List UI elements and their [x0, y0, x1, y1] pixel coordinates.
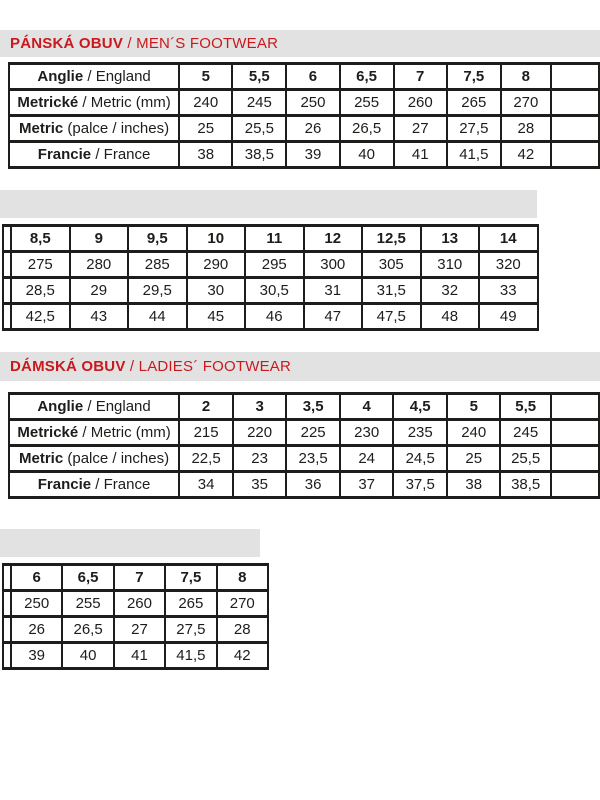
size-value-cell: 280 [70, 252, 129, 278]
size-value-cell: 26,5 [62, 617, 113, 643]
size-value-cell: 265 [447, 90, 501, 116]
size-value-cell: 49 [479, 304, 538, 330]
size-value-cell: 34 [179, 472, 233, 498]
size-value-cell: 270 [217, 591, 268, 617]
size-value-cell: 37,5 [393, 472, 447, 498]
size-value-cell: 39 [11, 643, 62, 669]
size-value-row [9, 420, 599, 446]
size-header-cell: 9,5 [128, 226, 187, 252]
size-value-cell: 235 [393, 420, 447, 446]
size-value-cell: 240 [447, 420, 500, 446]
size-header-cell: 7,5 [447, 64, 501, 90]
size-value-cell: 43 [70, 304, 129, 330]
continuation-bar-ladies [0, 529, 260, 557]
size-value-cell: 240 [179, 90, 232, 116]
size-header-cell: 6,5 [340, 64, 394, 90]
size-header-cell: 8 [501, 64, 551, 90]
size-value-cell: 27 [114, 617, 165, 643]
size-value-row [9, 472, 599, 498]
size-value-cell: 45 [187, 304, 246, 330]
cut-column-sliver [3, 252, 11, 278]
size-value-cell: 30 [187, 278, 246, 304]
cut-column-sliver [551, 142, 599, 168]
size-value-cell: 265 [165, 591, 216, 617]
row-label-english: (palce / inches) [63, 450, 170, 467]
row-label-cell [9, 420, 179, 446]
size-value-cell: 26 [11, 617, 62, 643]
size-value-cell: 26 [286, 116, 339, 142]
size-value-cell: 29,5 [128, 278, 187, 304]
size-header-cell: 2 [179, 394, 233, 420]
row-label-english: (palce / inches) [63, 120, 170, 137]
cut-column-sliver [3, 278, 11, 304]
size-value-row [9, 116, 599, 142]
size-header-cell: 5 [447, 394, 500, 420]
size-value-cell: 40 [62, 643, 113, 669]
men-sizes-table-part2 [2, 224, 539, 331]
size-header-cell: 4,5 [393, 394, 447, 420]
size-value-cell: 23,5 [286, 446, 340, 472]
ladies-sizes-table-part2 [2, 563, 269, 670]
size-value-cell: 255 [340, 90, 394, 116]
size-value-cell: 40 [340, 142, 394, 168]
size-value-cell: 215 [179, 420, 233, 446]
size-value-cell: 38 [179, 142, 232, 168]
size-header-cell: 12,5 [362, 226, 421, 252]
size-value-cell: 220 [233, 420, 286, 446]
size-value-cell: 33 [479, 278, 538, 304]
size-header-row [3, 226, 538, 252]
cut-column-sliver [551, 64, 599, 90]
size-value-cell: 42 [217, 643, 268, 669]
cut-column-sliver [3, 643, 11, 669]
size-value-cell: 25,5 [500, 446, 551, 472]
size-value-cell: 28 [501, 116, 551, 142]
row-label-czech: Francie [37, 146, 92, 163]
size-header-cell: 3,5 [286, 394, 340, 420]
cut-column-sliver [551, 420, 599, 446]
row-label-cell [9, 116, 179, 142]
row-label-cell [9, 446, 179, 472]
row-label-english: / France [91, 476, 151, 493]
size-value-cell: 38 [447, 472, 500, 498]
continuation-bar-men [0, 190, 537, 218]
row-label-cell [9, 90, 179, 116]
size-value-cell: 245 [500, 420, 551, 446]
section-title-men-english: / MEN´S FOOTWEAR [123, 35, 279, 52]
size-value-row [3, 304, 538, 330]
section-title-men-czech: PÁNSKÁ OBUV [10, 35, 124, 52]
row-label-english: / England [83, 398, 151, 415]
row-label-czech: Anglie [37, 398, 84, 415]
size-value-row [9, 446, 599, 472]
size-value-row [3, 643, 268, 669]
cut-column-sliver [551, 90, 599, 116]
cut-column-sliver [3, 591, 11, 617]
size-header-cell: 7,5 [165, 565, 216, 591]
size-value-row [3, 278, 538, 304]
row-label-czech: Metric [19, 120, 64, 137]
size-value-cell: 28 [217, 617, 268, 643]
size-value-cell: 270 [501, 90, 551, 116]
size-conversion-table [2, 224, 539, 331]
row-label-english: / England [83, 68, 151, 85]
row-label-czech: Metric [19, 450, 64, 467]
size-value-cell: 27,5 [447, 116, 501, 142]
size-header-cell: 12 [304, 226, 363, 252]
size-value-cell: 27 [394, 116, 447, 142]
size-value-cell: 31,5 [362, 278, 421, 304]
cut-column-sliver [3, 565, 11, 591]
size-conversion-table [8, 62, 600, 169]
size-header-cell: 14 [479, 226, 538, 252]
men-sizes-table-part1 [8, 62, 600, 169]
size-value-cell: 29 [70, 278, 129, 304]
size-value-cell: 285 [128, 252, 187, 278]
size-value-cell: 245 [232, 90, 286, 116]
cut-column-sliver [551, 394, 599, 420]
size-value-cell: 260 [394, 90, 447, 116]
size-header-cell: 7 [114, 565, 165, 591]
size-header-cell: 8,5 [11, 226, 70, 252]
row-label-czech: Anglie [37, 68, 84, 85]
size-header-row [9, 64, 599, 90]
cut-column-sliver [3, 226, 11, 252]
size-value-cell: 37 [340, 472, 393, 498]
size-header-row [3, 565, 268, 591]
size-header-cell: 5 [179, 64, 232, 90]
size-value-cell: 36 [286, 472, 340, 498]
size-header-cell: 13 [421, 226, 480, 252]
size-value-cell: 44 [128, 304, 187, 330]
size-value-cell: 41,5 [165, 643, 216, 669]
size-value-cell: 250 [11, 591, 62, 617]
row-label-czech: Metrické [17, 424, 79, 441]
size-header-cell: 8 [217, 565, 268, 591]
size-value-cell: 25,5 [232, 116, 286, 142]
size-value-cell: 275 [11, 252, 70, 278]
size-value-cell: 42 [501, 142, 551, 168]
size-value-cell: 25 [179, 116, 232, 142]
size-value-cell: 41,5 [447, 142, 501, 168]
size-value-cell: 295 [245, 252, 304, 278]
size-value-cell: 47 [304, 304, 363, 330]
cut-column-sliver [551, 446, 599, 472]
section-header-ladies [0, 352, 600, 381]
row-label-english: / Metric (mm) [78, 94, 171, 111]
size-value-row [3, 252, 538, 278]
size-header-cell: 10 [187, 226, 246, 252]
section-title-ladies [0, 358, 291, 375]
size-header-cell: 7 [394, 64, 447, 90]
section-title-men [0, 35, 278, 52]
row-label-english: / Metric (mm) [78, 424, 171, 441]
size-header-cell: 5,5 [500, 394, 551, 420]
size-value-cell: 300 [304, 252, 363, 278]
size-value-cell: 41 [114, 643, 165, 669]
size-value-cell: 46 [245, 304, 304, 330]
section-title-ladies-czech: DÁMSKÁ OBUV [10, 358, 126, 375]
size-value-cell: 42,5 [11, 304, 70, 330]
size-value-cell: 24,5 [393, 446, 447, 472]
size-header-cell: 3 [233, 394, 286, 420]
size-value-cell: 310 [421, 252, 480, 278]
size-value-row [9, 142, 599, 168]
size-header-cell: 4 [340, 394, 393, 420]
size-value-cell: 305 [362, 252, 421, 278]
size-value-cell: 47,5 [362, 304, 421, 330]
size-value-cell: 35 [233, 472, 286, 498]
size-header-cell: 6,5 [62, 565, 113, 591]
size-value-cell: 48 [421, 304, 480, 330]
cut-column-sliver [3, 304, 11, 330]
size-header-row [9, 394, 599, 420]
size-conversion-table [2, 563, 269, 670]
row-label-english: / France [91, 146, 151, 163]
size-value-cell: 26,5 [340, 116, 394, 142]
size-value-cell: 31 [304, 278, 363, 304]
size-header-cell: 5,5 [232, 64, 286, 90]
row-label-czech: Metrické [17, 94, 79, 111]
size-value-cell: 41 [394, 142, 447, 168]
size-header-cell: 6 [11, 565, 62, 591]
size-value-cell: 230 [340, 420, 393, 446]
cut-column-sliver [551, 116, 599, 142]
size-header-cell: 6 [286, 64, 339, 90]
cut-column-sliver [3, 617, 11, 643]
row-label-cell [9, 394, 179, 420]
size-value-cell: 225 [286, 420, 340, 446]
row-label-czech: Francie [37, 476, 92, 493]
size-value-cell: 32 [421, 278, 480, 304]
size-value-cell: 260 [114, 591, 165, 617]
size-value-cell: 320 [479, 252, 538, 278]
size-value-cell: 38,5 [500, 472, 551, 498]
size-header-cell: 11 [245, 226, 304, 252]
size-value-cell: 38,5 [232, 142, 286, 168]
size-value-cell: 24 [340, 446, 393, 472]
size-value-cell: 27,5 [165, 617, 216, 643]
size-value-row [9, 90, 599, 116]
cut-column-sliver [551, 472, 599, 498]
size-value-row [3, 591, 268, 617]
row-label-cell [9, 64, 179, 90]
size-value-row [3, 617, 268, 643]
size-value-cell: 25 [447, 446, 500, 472]
row-label-cell [9, 472, 179, 498]
size-value-cell: 23 [233, 446, 286, 472]
size-value-cell: 28,5 [11, 278, 70, 304]
size-value-cell: 250 [286, 90, 339, 116]
ladies-sizes-table-part1 [8, 392, 600, 499]
size-conversion-table [8, 392, 600, 499]
row-label-cell [9, 142, 179, 168]
size-value-cell: 39 [286, 142, 339, 168]
size-header-cell: 9 [70, 226, 129, 252]
size-value-cell: 22,5 [179, 446, 233, 472]
size-value-cell: 290 [187, 252, 246, 278]
size-value-cell: 255 [62, 591, 113, 617]
section-title-ladies-english: / LADIES´ FOOTWEAR [125, 358, 292, 375]
size-value-cell: 30,5 [245, 278, 304, 304]
section-header-men [0, 30, 600, 57]
